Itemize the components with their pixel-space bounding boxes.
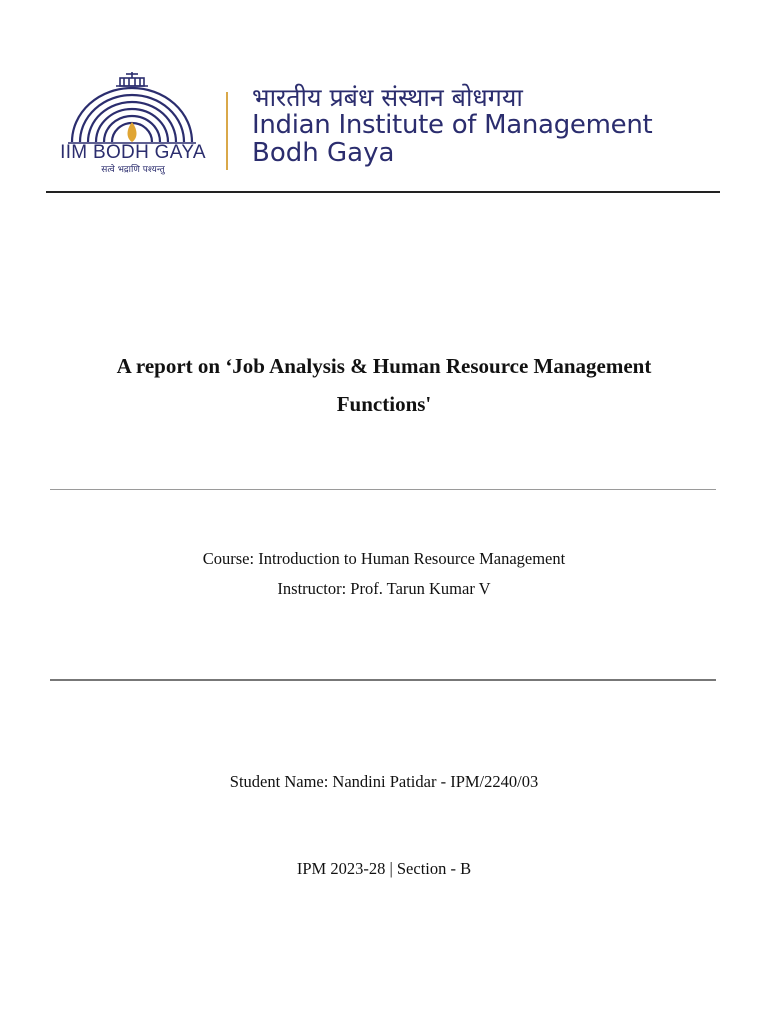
report-title-line-2: Functions' — [336, 392, 432, 416]
student-name-line: Student Name: Nandini Patidar - IPM/2240/03 — [229, 772, 539, 791]
instructor-line: Instructor: Prof. Tarun Kumar V — [277, 579, 491, 598]
section-divider-bottom — [50, 679, 716, 681]
batch-section-line: IPM 2023-28 | Section - B — [296, 859, 472, 878]
header-divider — [46, 191, 720, 193]
institute-name-hindi: भारतीय प्रबंध संस्थान बोधगया — [252, 83, 523, 112]
course-line: Course: Introduction to Human Resource Management — [202, 549, 566, 568]
section-divider-top — [50, 489, 716, 490]
report-title-line-1: A report on ‘Job Analysis & Human Resource Management — [116, 354, 652, 378]
emblem-wordmark: IIM BODH GAYA — [60, 142, 206, 163]
institute-name: Indian Institute of Management — [252, 110, 653, 140]
emblem-motto: सत्वे भद्राणि पश्यन्तु — [101, 165, 165, 175]
logo-divider — [226, 92, 228, 170]
institute-city: Bodh Gaya — [252, 138, 395, 168]
iim-bodh-gaya-emblem-logo — [50, 70, 214, 146]
